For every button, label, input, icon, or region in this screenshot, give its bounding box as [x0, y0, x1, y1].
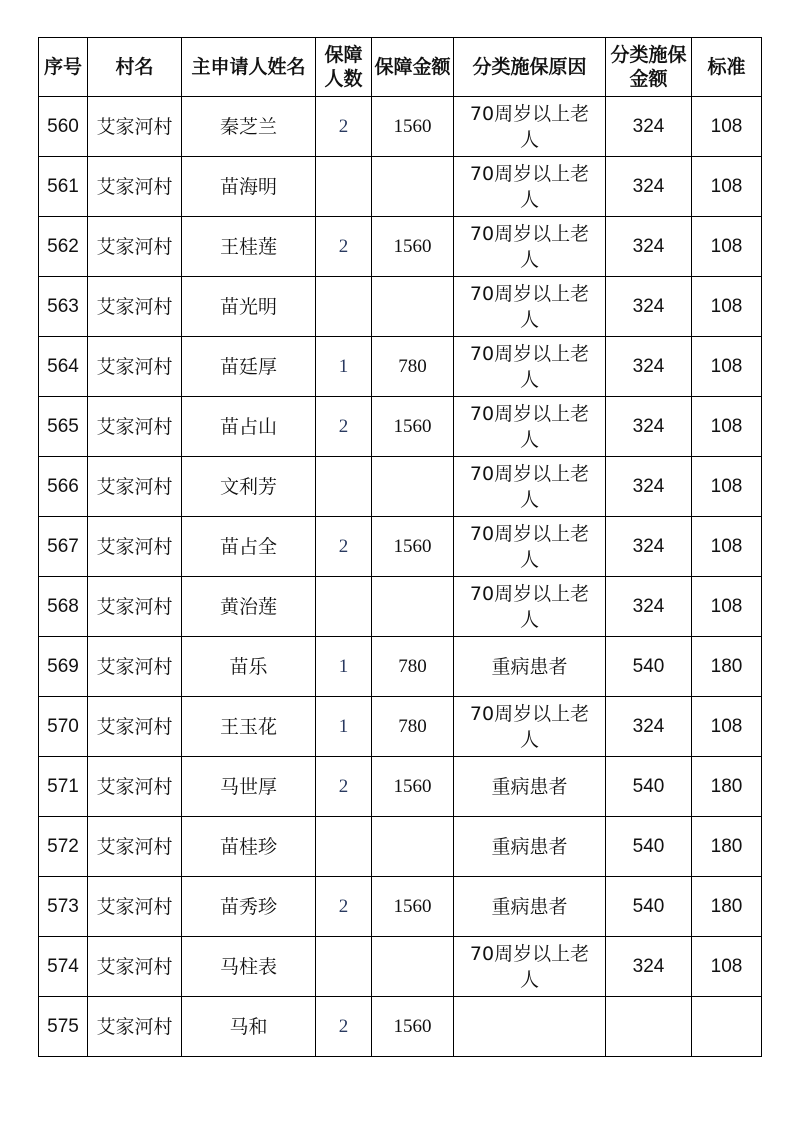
cell-covered-amount: 1560 — [372, 997, 454, 1057]
table-row — [39, 997, 762, 1057]
cell-applicant-name: 苗占全 — [182, 517, 316, 577]
cell-covered-amount: 1560 — [372, 517, 454, 577]
cell-village: 艾家河村 — [88, 157, 182, 217]
cell-covered-count — [316, 157, 372, 217]
cell-seq: 566 — [39, 457, 88, 517]
cell-category-amount: 324 — [606, 457, 692, 517]
cell-seq: 567 — [39, 517, 88, 577]
cell-category-reason: 70周岁以上老人 — [454, 937, 606, 997]
cell-covered-count: 1 — [316, 637, 372, 697]
table-row — [39, 937, 762, 997]
cell-seq: 571 — [39, 757, 88, 817]
cell-category-amount: 324 — [606, 937, 692, 997]
cell-applicant-name: 苗光明 — [182, 277, 316, 337]
cell-covered-count — [316, 457, 372, 517]
cell-covered-count: 2 — [316, 217, 372, 277]
cell-village: 艾家河村 — [88, 337, 182, 397]
table-row — [39, 397, 762, 457]
header-row — [39, 38, 762, 97]
cell-village: 艾家河村 — [88, 457, 182, 517]
cell-covered-count: 2 — [316, 397, 372, 457]
cell-covered-count: 2 — [316, 757, 372, 817]
cell-applicant-name: 苗秀珍 — [182, 877, 316, 937]
cell-standard — [692, 997, 762, 1057]
cell-category-reason: 70周岁以上老人 — [454, 97, 606, 157]
table-row — [39, 217, 762, 277]
cell-covered-amount — [372, 277, 454, 337]
cell-village: 艾家河村 — [88, 577, 182, 637]
cell-category-reason — [454, 997, 606, 1057]
header-village: 村名 — [88, 38, 182, 97]
cell-village: 艾家河村 — [88, 97, 182, 157]
cell-village: 艾家河村 — [88, 637, 182, 697]
cell-category-reason: 70周岁以上老人 — [454, 457, 606, 517]
table-body — [39, 97, 762, 1057]
cell-covered-count: 2 — [316, 997, 372, 1057]
cell-covered-count — [316, 817, 372, 877]
cell-standard: 180 — [692, 637, 762, 697]
cell-category-amount: 540 — [606, 637, 692, 697]
cell-covered-count: 1 — [316, 337, 372, 397]
table-row — [39, 877, 762, 937]
cell-village: 艾家河村 — [88, 697, 182, 757]
cell-applicant-name: 苗乐 — [182, 637, 316, 697]
cell-category-amount: 324 — [606, 577, 692, 637]
table-row — [39, 97, 762, 157]
cell-seq: 562 — [39, 217, 88, 277]
cell-seq: 574 — [39, 937, 88, 997]
table-row — [39, 697, 762, 757]
cell-covered-count: 2 — [316, 517, 372, 577]
cell-standard: 180 — [692, 757, 762, 817]
cell-covered-count: 1 — [316, 697, 372, 757]
cell-category-amount: 324 — [606, 97, 692, 157]
cell-category-reason: 重病患者 — [454, 637, 606, 697]
cell-seq: 564 — [39, 337, 88, 397]
cell-category-amount: 540 — [606, 817, 692, 877]
cell-seq: 569 — [39, 637, 88, 697]
cell-applicant-name: 苗海明 — [182, 157, 316, 217]
header-applicant-name: 主申请人姓名 — [182, 38, 316, 97]
cell-applicant-name: 苗占山 — [182, 397, 316, 457]
cell-standard: 108 — [692, 97, 762, 157]
cell-seq: 570 — [39, 697, 88, 757]
table-row — [39, 757, 762, 817]
header-category-amount: 分类施保金额 — [606, 38, 692, 97]
cell-seq: 572 — [39, 817, 88, 877]
cell-covered-amount — [372, 817, 454, 877]
table-row — [39, 577, 762, 637]
cell-covered-amount — [372, 937, 454, 997]
cell-category-amount: 540 — [606, 757, 692, 817]
cell-category-reason: 70周岁以上老人 — [454, 397, 606, 457]
cell-standard: 108 — [692, 517, 762, 577]
cell-applicant-name: 文利芳 — [182, 457, 316, 517]
cell-category-reason: 70周岁以上老人 — [454, 517, 606, 577]
cell-covered-amount: 1560 — [372, 397, 454, 457]
cell-covered-amount: 1560 — [372, 97, 454, 157]
cell-village: 艾家河村 — [88, 757, 182, 817]
cell-standard: 108 — [692, 577, 762, 637]
cell-covered-amount: 780 — [372, 697, 454, 757]
header-standard: 标准 — [692, 38, 762, 97]
cell-category-reason: 70周岁以上老人 — [454, 697, 606, 757]
table-row — [39, 517, 762, 577]
cell-village: 艾家河村 — [88, 997, 182, 1057]
cell-village: 艾家河村 — [88, 817, 182, 877]
cell-category-reason: 重病患者 — [454, 877, 606, 937]
table-row — [39, 337, 762, 397]
cell-covered-count: 2 — [316, 97, 372, 157]
table-row — [39, 817, 762, 877]
cell-category-reason: 重病患者 — [454, 817, 606, 877]
cell-covered-amount — [372, 577, 454, 637]
header-covered-count: 保障人数 — [316, 38, 372, 97]
cell-standard: 108 — [692, 157, 762, 217]
cell-covered-amount: 780 — [372, 337, 454, 397]
cell-village: 艾家河村 — [88, 517, 182, 577]
cell-covered-amount: 1560 — [372, 217, 454, 277]
cell-applicant-name: 王玉花 — [182, 697, 316, 757]
cell-standard: 108 — [692, 337, 762, 397]
cell-applicant-name: 马柱表 — [182, 937, 316, 997]
table-row — [39, 637, 762, 697]
cell-category-reason: 70周岁以上老人 — [454, 157, 606, 217]
cell-seq: 561 — [39, 157, 88, 217]
cell-covered-amount: 1560 — [372, 757, 454, 817]
cell-category-reason: 70周岁以上老人 — [454, 217, 606, 277]
assistance-table — [38, 37, 762, 1057]
cell-covered-count — [316, 577, 372, 637]
cell-category-amount: 324 — [606, 157, 692, 217]
cell-applicant-name: 秦芝兰 — [182, 97, 316, 157]
cell-covered-amount — [372, 157, 454, 217]
cell-category-amount: 324 — [606, 217, 692, 277]
cell-applicant-name: 王桂莲 — [182, 217, 316, 277]
cell-standard: 180 — [692, 817, 762, 877]
cell-category-amount: 324 — [606, 397, 692, 457]
cell-applicant-name: 苗桂珍 — [182, 817, 316, 877]
cell-village: 艾家河村 — [88, 937, 182, 997]
cell-seq: 565 — [39, 397, 88, 457]
cell-covered-count — [316, 937, 372, 997]
cell-standard: 108 — [692, 457, 762, 517]
cell-category-amount — [606, 997, 692, 1057]
cell-standard: 108 — [692, 937, 762, 997]
cell-category-reason: 70周岁以上老人 — [454, 337, 606, 397]
cell-category-amount: 324 — [606, 277, 692, 337]
cell-standard: 108 — [692, 277, 762, 337]
cell-seq: 573 — [39, 877, 88, 937]
cell-covered-count — [316, 277, 372, 337]
cell-applicant-name: 马世厚 — [182, 757, 316, 817]
cell-seq: 560 — [39, 97, 88, 157]
cell-village: 艾家河村 — [88, 277, 182, 337]
cell-applicant-name: 黄治莲 — [182, 577, 316, 637]
cell-village: 艾家河村 — [88, 877, 182, 937]
header-category-reason: 分类施保原因 — [454, 38, 606, 97]
cell-covered-amount: 1560 — [372, 877, 454, 937]
cell-standard: 108 — [692, 697, 762, 757]
cell-seq: 575 — [39, 997, 88, 1057]
cell-category-reason: 70周岁以上老人 — [454, 577, 606, 637]
header-seq: 序号 — [39, 38, 88, 97]
cell-category-amount: 324 — [606, 337, 692, 397]
cell-village: 艾家河村 — [88, 217, 182, 277]
cell-applicant-name: 苗廷厚 — [182, 337, 316, 397]
cell-applicant-name: 马和 — [182, 997, 316, 1057]
table-row — [39, 277, 762, 337]
cell-covered-amount — [372, 457, 454, 517]
cell-seq: 568 — [39, 577, 88, 637]
cell-category-reason: 重病患者 — [454, 757, 606, 817]
cell-covered-count: 2 — [316, 877, 372, 937]
cell-seq: 563 — [39, 277, 88, 337]
cell-village: 艾家河村 — [88, 397, 182, 457]
table-row — [39, 457, 762, 517]
cell-standard: 108 — [692, 397, 762, 457]
cell-standard: 180 — [692, 877, 762, 937]
header-covered-amount: 保障金额 — [372, 38, 454, 97]
cell-category-amount: 324 — [606, 697, 692, 757]
cell-standard: 108 — [692, 217, 762, 277]
cell-category-reason: 70周岁以上老人 — [454, 277, 606, 337]
cell-covered-amount: 780 — [372, 637, 454, 697]
cell-category-amount: 324 — [606, 517, 692, 577]
table-row — [39, 157, 762, 217]
cell-category-amount: 540 — [606, 877, 692, 937]
